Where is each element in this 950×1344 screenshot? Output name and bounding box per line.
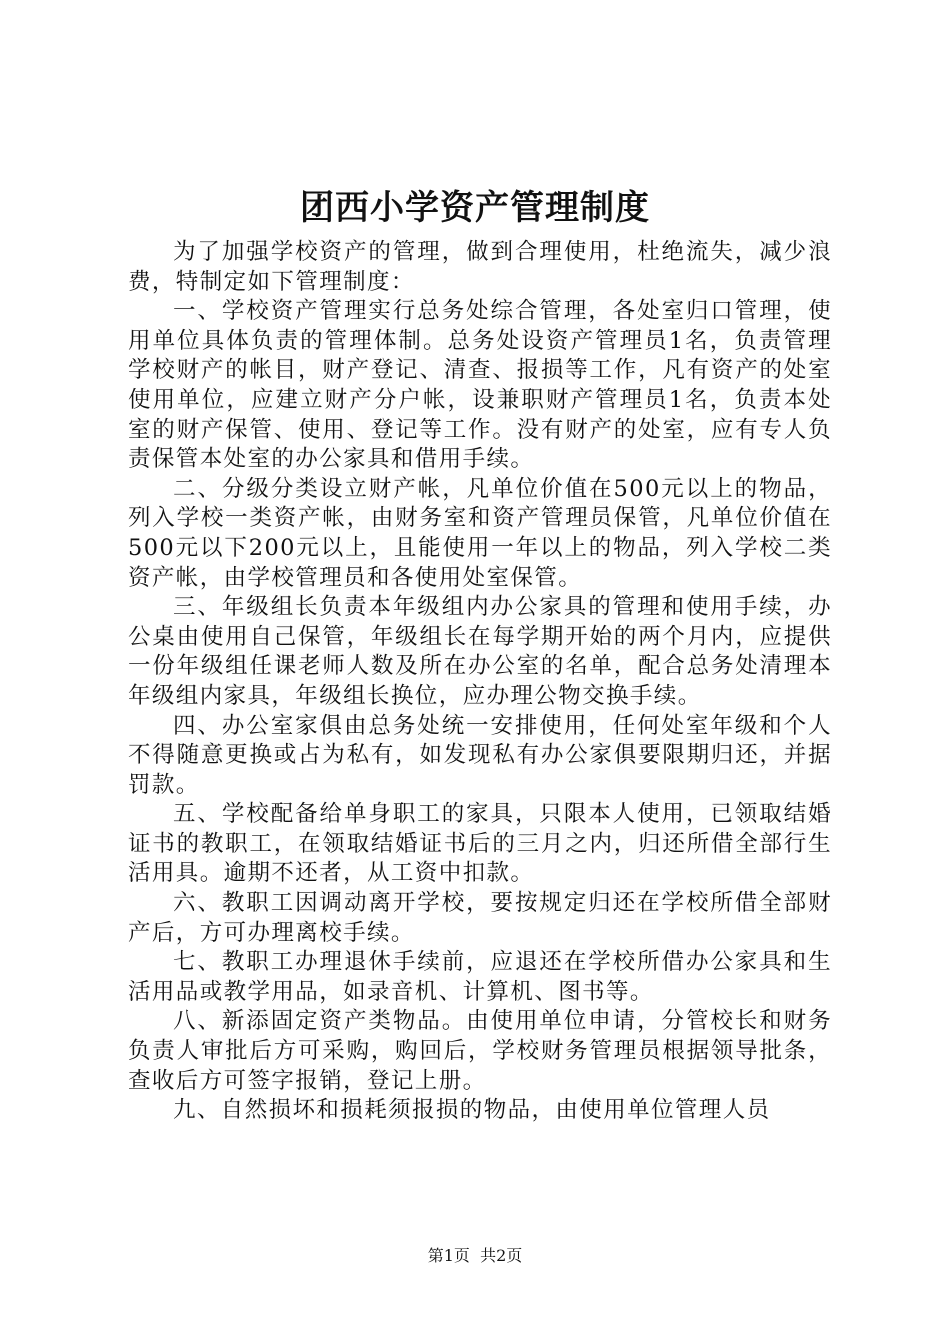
page-footer	[0, 1245, 950, 1267]
footer-spacer	[470, 1246, 480, 1265]
paragraph-7: 七、教职工办理退休手续前，应退还在学校所借办公家具和生活用品或教学用品，如录音机、计算机、图书等。	[128, 949, 832, 1005]
paragraph-5: 五、学校配备给单身职工的家具，只限本人使用，已领取结婚证书的教职工，在领取结婚证书后的三月之内，归还所借全部行生活用具。逾期不还者，从工资中扣款。	[128, 801, 832, 887]
paragraph-6: 六、教职工因调动离开学校，要按规定归还在学校所借全部财产后，方可办理离校手续。	[128, 890, 832, 946]
document-title: 团西小学资产管理制度	[300, 188, 650, 228]
paragraph-3: 三、年级组长负责本年级组内办公家具的管理和使用手续，办公桌由使用自己保管，年级组长在每学期开始的两个月内，应提供一份年级组任课老师人数及所在办公室的名单，配合总务处清理本年级组内家具，年级组长换位，应办理公物交换手续。	[128, 594, 832, 709]
paragraph-8: 八、新添固定资产类物品。由使用单位申请，分管校长和财务负责人审批后方可采购，购回后，学校财务管理员根据领导批条，查收后方可签字报销，登记上册。	[128, 1008, 832, 1094]
paragraph-4: 四、办公室家俱由总务处统一安排使用，任何处室年级和个人不得随意更换或占为私有，如发现私有办公家俱要限期归还，并据罚款。	[128, 712, 832, 798]
paragraph-2: 二、分级分类设立财产帐，凡单位价值在500元以上的物品，列入学校一类资产帐，由财务室和资产管理员保管，凡单位价值在500元以下200元以上，且能使用一年以上的物品，列入学校二类资产帐，由学校管理员和各使用处室保管。	[128, 475, 832, 591]
document-body	[128, 238, 832, 1126]
paragraph-1: 一、学校资产管理实行总务处综合管理，各处室归口管理，使用单位具体负责的管理体制。总务处设资产管理员1名，负责管理学校财产的帐目，财产登记、清查、报损等工作，凡有资产的处室使用单位，应建立财产分户帐，设兼职财产管理员1名，负责本处室的财产保管、使用、登记等工作。没有财产的处室，应有专人负责保管本处室的办公家具和借用手续。	[128, 298, 832, 473]
paragraph-intro: 为了加强学校资产的管理，做到合理使用，杜绝流失，减少浪费，特制定如下管理制度：	[128, 239, 832, 295]
page-number: 第1页	[427, 1246, 470, 1265]
paragraph-9: 九、自然损坏和损耗须报损的物品，由使用单位管理人员	[173, 1097, 771, 1124]
page-total: 共2页	[480, 1246, 523, 1265]
